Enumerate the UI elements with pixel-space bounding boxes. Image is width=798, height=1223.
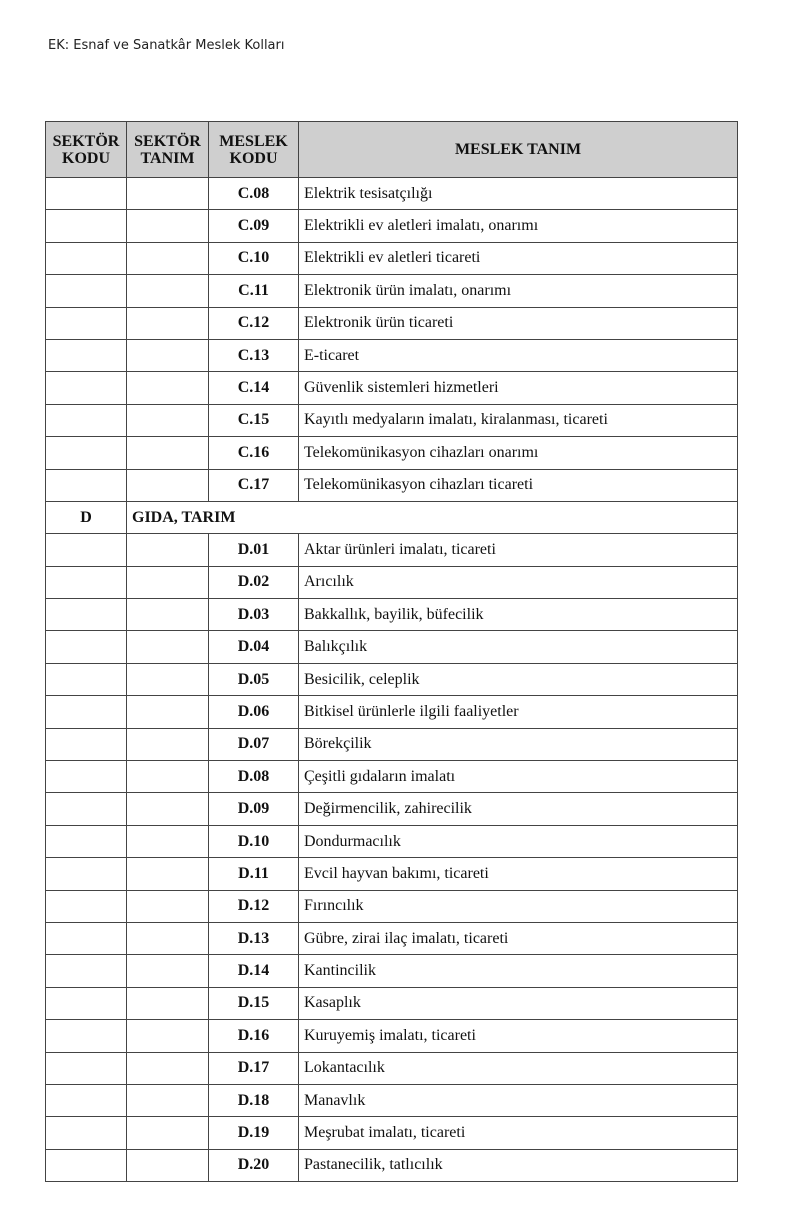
occupation-table (45, 121, 738, 1182)
table-row (46, 858, 738, 890)
table-row (46, 307, 738, 339)
meslek-kodu-cell: D.13 (209, 922, 299, 954)
sektor-tanim-cell (127, 307, 209, 339)
sektor-kodu-cell (46, 242, 127, 274)
meslek-tanim-cell: Börekçilik (299, 728, 738, 760)
meslek-tanim-cell: Değirmencilik, zahirecilik (299, 793, 738, 825)
meslek-tanim-cell: E-ticaret (299, 339, 738, 371)
sektor-kodu-cell (46, 987, 127, 1019)
table-row (46, 178, 738, 210)
meslek-tanim-cell: Kuruyemiş imalatı, ticareti (299, 1020, 738, 1052)
sektor-tanim-cell (127, 566, 209, 598)
table-row (46, 761, 738, 793)
meslek-tanim-cell: Lokantacılık (299, 1052, 738, 1084)
table-row (46, 1149, 738, 1181)
page-title: EK: Esnaf ve Sanatkâr Meslek Kolları (48, 38, 285, 53)
table-row (46, 663, 738, 695)
table-row (46, 534, 738, 566)
meslek-tanim-cell: Kayıtlı medyaların imalatı, kiralanması, ticareti (299, 404, 738, 436)
table-row (46, 210, 738, 242)
meslek-tanim-cell: Telekomünikasyon cihazları onarımı (299, 437, 738, 469)
sektor-tanim-cell (127, 275, 209, 307)
table-row (46, 1117, 738, 1149)
sektor-tanim-cell (127, 404, 209, 436)
meslek-tanim-cell: Bakkallık, bayilik, büfecilik (299, 599, 738, 631)
meslek-kodu-cell: C.08 (209, 178, 299, 210)
sektor-kodu-cell (46, 178, 127, 210)
table-body (46, 178, 738, 1182)
meslek-tanim-cell: Elektronik ürün imalatı, onarımı (299, 275, 738, 307)
meslek-tanim-cell: Telekomünikasyon cihazları ticareti (299, 469, 738, 501)
meslek-tanim-cell: Elektrikli ev aletleri imalatı, onarımı (299, 210, 738, 242)
header-sektor-tanim: SEKTÖR TANIM (127, 122, 209, 178)
header-meslek-kodu: MESLEK KODU (209, 122, 299, 178)
meslek-tanim-cell: Dondurmacılık (299, 825, 738, 857)
meslek-tanim-cell: Güvenlik sistemleri hizmetleri (299, 372, 738, 404)
sektor-kodu-cell (46, 761, 127, 793)
table-row (46, 922, 738, 954)
sektor-tanim-cell (127, 339, 209, 371)
sektor-kodu-cell (46, 858, 127, 890)
meslek-kodu-cell: D.02 (209, 566, 299, 598)
meslek-tanim-cell: Elektrikli ev aletleri ticareti (299, 242, 738, 274)
sektor-kodu-cell (46, 1084, 127, 1116)
sektor-kodu-cell (46, 275, 127, 307)
table-row (46, 825, 738, 857)
sektor-tanim-cell (127, 858, 209, 890)
table-row (46, 1052, 738, 1084)
table-row (46, 987, 738, 1019)
table-row (46, 242, 738, 274)
sektor-tanim-cell (127, 793, 209, 825)
sektor-tanim-cell (127, 1149, 209, 1181)
meslek-kodu-cell: C.15 (209, 404, 299, 436)
table-row (46, 1084, 738, 1116)
table-row (46, 728, 738, 760)
meslek-kodu-cell: D.18 (209, 1084, 299, 1116)
sektor-tanim-cell (127, 631, 209, 663)
meslek-kodu-cell: D.17 (209, 1052, 299, 1084)
meslek-tanim-cell: Bitkisel ürünlerle ilgili faaliyetler (299, 696, 738, 728)
meslek-tanim-cell: Elektrik tesisatçılığı (299, 178, 738, 210)
sektor-tanim-cell (127, 1020, 209, 1052)
sektor-kodu-cell (46, 663, 127, 695)
meslek-kodu-cell: C.10 (209, 242, 299, 274)
sector-row (46, 501, 738, 533)
meslek-tanim-cell: Kasaplık (299, 987, 738, 1019)
meslek-tanim-cell: Meşrubat imalatı, ticareti (299, 1117, 738, 1149)
meslek-kodu-cell: D.03 (209, 599, 299, 631)
sektor-tanim-cell (127, 1117, 209, 1149)
sektor-kodu-cell (46, 566, 127, 598)
meslek-kodu-cell: C.13 (209, 339, 299, 371)
table-row (46, 275, 738, 307)
sektor-kodu-cell (46, 631, 127, 663)
meslek-tanim-cell: Balıkçılık (299, 631, 738, 663)
meslek-kodu-cell: D.11 (209, 858, 299, 890)
meslek-kodu-cell: D.07 (209, 728, 299, 760)
meslek-tanim-cell: Pastanecilik, tatlıcılık (299, 1149, 738, 1181)
meslek-kodu-cell: D.14 (209, 955, 299, 987)
sektor-kodu-cell (46, 922, 127, 954)
meslek-kodu-cell: D.01 (209, 534, 299, 566)
sektor-kodu-cell (46, 1052, 127, 1084)
meslek-kodu-cell: D.16 (209, 1020, 299, 1052)
sektor-tanim-cell (127, 210, 209, 242)
sektor-tanim-cell (127, 922, 209, 954)
meslek-kodu-cell: D.08 (209, 761, 299, 793)
meslek-tanim-cell: Besicilik, celeplik (299, 663, 738, 695)
sector-code-cell: D (46, 501, 127, 533)
meslek-kodu-cell: D.12 (209, 890, 299, 922)
sektor-tanim-cell (127, 1052, 209, 1084)
meslek-tanim-cell: Arıcılık (299, 566, 738, 598)
meslek-kodu-cell: D.06 (209, 696, 299, 728)
sektor-kodu-cell (46, 599, 127, 631)
sektor-kodu-cell (46, 469, 127, 501)
sektor-tanim-cell (127, 242, 209, 274)
sektor-tanim-cell (127, 372, 209, 404)
sektor-kodu-cell (46, 307, 127, 339)
sektor-tanim-cell (127, 696, 209, 728)
meslek-tanim-cell: Manavlık (299, 1084, 738, 1116)
meslek-tanim-cell: Kantincilik (299, 955, 738, 987)
sektor-kodu-cell (46, 728, 127, 760)
meslek-kodu-cell: D.05 (209, 663, 299, 695)
meslek-kodu-cell: D.15 (209, 987, 299, 1019)
table-row (46, 404, 738, 436)
sektor-kodu-cell (46, 825, 127, 857)
table-row (46, 566, 738, 598)
sektor-kodu-cell (46, 404, 127, 436)
meslek-kodu-cell: D.04 (209, 631, 299, 663)
header-sektor-kodu: SEKTÖR KODU (46, 122, 127, 178)
meslek-kodu-cell: C.11 (209, 275, 299, 307)
sektor-tanim-cell (127, 987, 209, 1019)
meslek-tanim-cell: Gübre, zirai ilaç imalatı, ticareti (299, 922, 738, 954)
meslek-kodu-cell: D.20 (209, 1149, 299, 1181)
sektor-kodu-cell (46, 210, 127, 242)
sektor-tanim-cell (127, 599, 209, 631)
sektor-tanim-cell (127, 178, 209, 210)
meslek-tanim-cell: Elektronik ürün ticareti (299, 307, 738, 339)
meslek-kodu-cell: D.09 (209, 793, 299, 825)
sektor-kodu-cell (46, 696, 127, 728)
sektor-kodu-cell (46, 1149, 127, 1181)
sektor-kodu-cell (46, 1117, 127, 1149)
table-row (46, 1020, 738, 1052)
sektor-kodu-cell (46, 793, 127, 825)
sektor-tanim-cell (127, 1084, 209, 1116)
sektor-tanim-cell (127, 761, 209, 793)
meslek-kodu-cell: C.09 (209, 210, 299, 242)
meslek-kodu-cell: C.17 (209, 469, 299, 501)
meslek-kodu-cell: C.12 (209, 307, 299, 339)
meslek-kodu-cell: C.16 (209, 437, 299, 469)
table-row (46, 696, 738, 728)
header-meslek-tanim: MESLEK TANIM (299, 122, 738, 178)
sektor-tanim-cell (127, 663, 209, 695)
sektor-kodu-cell (46, 955, 127, 987)
sektor-kodu-cell (46, 339, 127, 371)
meslek-kodu-cell: D.10 (209, 825, 299, 857)
sektor-tanim-cell (127, 469, 209, 501)
table-row (46, 793, 738, 825)
table-row (46, 437, 738, 469)
table-row (46, 631, 738, 663)
sektor-tanim-cell (127, 825, 209, 857)
table-row (46, 955, 738, 987)
sektor-kodu-cell (46, 372, 127, 404)
meslek-tanim-cell: Aktar ürünleri imalatı, ticareti (299, 534, 738, 566)
sektor-tanim-cell (127, 890, 209, 922)
meslek-tanim-cell: Çeşitli gıdaların imalatı (299, 761, 738, 793)
sektor-kodu-cell (46, 1020, 127, 1052)
meslek-kodu-cell: D.19 (209, 1117, 299, 1149)
table-row (46, 372, 738, 404)
sektor-tanim-cell (127, 955, 209, 987)
sektor-tanim-cell (127, 728, 209, 760)
sektor-kodu-cell (46, 890, 127, 922)
meslek-tanim-cell: Fırıncılık (299, 890, 738, 922)
sektor-tanim-cell (127, 437, 209, 469)
sektor-kodu-cell (46, 437, 127, 469)
table-row (46, 599, 738, 631)
table-row (46, 469, 738, 501)
meslek-kodu-cell: C.14 (209, 372, 299, 404)
table-header-row (46, 122, 738, 178)
table-row (46, 339, 738, 371)
sektor-kodu-cell (46, 534, 127, 566)
table-row (46, 890, 738, 922)
sektor-tanim-cell (127, 534, 209, 566)
meslek-tanim-cell: Evcil hayvan bakımı, ticareti (299, 858, 738, 890)
sector-name-cell: GIDA, TARIM (127, 501, 738, 533)
